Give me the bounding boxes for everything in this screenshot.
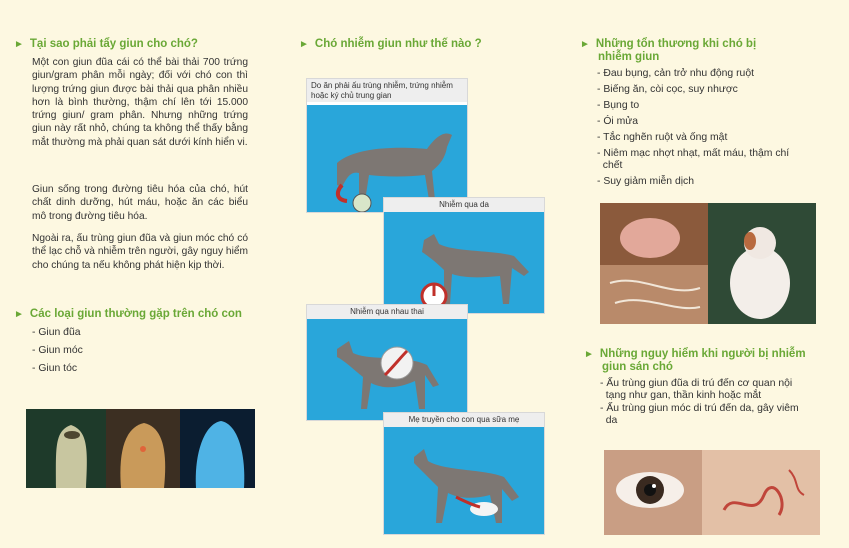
dog-pregnant-illustration <box>307 319 467 419</box>
sick-dog-image <box>600 203 816 324</box>
panel-skin-infection <box>383 197 545 314</box>
heading-human-danger <box>584 348 844 374</box>
human-infection-image <box>604 450 820 535</box>
list-item: - Ấu trùng giun đũa di trú đến cơ quan nội <box>600 378 793 389</box>
heading-text: Những tổn thương khi chó bị <box>595 38 757 50</box>
panel-placenta-infection <box>306 304 468 421</box>
caption-skin: Nhiễm qua da <box>384 198 544 212</box>
list-item: - Niêm mạc nhợt nhạt, mất máu, thậm chí <box>597 148 790 159</box>
list-item: - Biếng ăn, còi cọc, suy nhược <box>597 84 738 95</box>
worm-type-list <box>32 324 232 378</box>
human-infection-photos <box>604 450 820 535</box>
list-item: - Đau bụng, cản trở nhu động ruột <box>597 68 755 79</box>
list-item: - Ấu trùng giun móc di trú đến da, gây viêm <box>600 402 799 414</box>
heading-text: Các loại giun thường gặp trên chó con <box>29 308 242 320</box>
column-1 <box>0 0 283 548</box>
heading-text: Những nguy hiểm khi người bị nhiễm <box>599 348 806 360</box>
arrow-bullet-icon: ► <box>584 349 594 360</box>
list-item: da <box>600 415 618 427</box>
list-item: - Suy giảm miễn dịch <box>597 176 695 187</box>
sick-dog-photos <box>600 203 816 324</box>
paragraph-habitat: Giun sống trong đường tiêu hóa của chó, hút chất dinh dưỡng, hút máu, hoặc ăn các biểu mô trong đường tiêu hóa. <box>32 184 248 222</box>
caption-milk: Mẹ truyền cho con qua sữa mẹ <box>384 413 544 427</box>
caption-oral: Do ăn phải ấu trùng nhiễm, trứng nhiễm hoặc ký chủ trung gian <box>307 79 467 102</box>
list-item: - Giun đũa <box>32 327 81 338</box>
heading-text: Chó nhiễm giun như thế nào ? <box>314 38 482 50</box>
worm-microscope-photos <box>26 409 255 488</box>
column-3 <box>566 0 849 548</box>
list-item: - Ói mửa <box>597 116 639 127</box>
list-item: tạng như gan, thần kinh hoặc mắt <box>600 390 762 402</box>
arrow-bullet-icon: ► <box>580 39 590 50</box>
arrow-bullet-icon: ► <box>14 309 24 320</box>
list-item: - Tắc nghẽn ruột và ống mật <box>597 132 728 143</box>
list-item: - Bụng to <box>597 100 640 111</box>
caption-placenta: Nhiễm qua nhau thai <box>307 305 467 319</box>
arrow-bullet-icon: ► <box>299 39 309 50</box>
heading-worm-types <box>14 308 279 321</box>
heading-why-deworm <box>14 38 274 51</box>
paragraph-eggs: Một con giun đũa cái có thể bài thải 700 trứng giun/gram phân mỗi ngày; đối với chó con thì lượng trứng giun được bài thải qua phân nhiều hơn là bình thường, thậm chí lên tới 15.000 trứng giun/ gram phân. Nhưng những trứng giun này rất nhỏ, chúng ta không thể thấy bằng mắt thường mà phải quan sát dưới kính hiển vi. <box>32 57 248 148</box>
list-item: - Giun móc <box>32 345 83 356</box>
dog-nursing-illustration <box>384 427 544 533</box>
panel-oral-infection <box>306 78 468 213</box>
arrow-bullet-icon: ► <box>14 39 24 50</box>
paragraph-human-risk: Ngoài ra, ấu trùng giun đũa và giun móc chó có thể lạc chỗ và nhiễm trên người, gây nguy hiểm cho chúng ta nếu không phát hiện kịp thời. <box>32 233 248 271</box>
column-2 <box>283 0 566 548</box>
dog-damage-list <box>597 66 827 190</box>
panel-milk-infection <box>383 412 545 535</box>
worm-heads-image <box>26 409 255 488</box>
heading-text-line-2: giun sán chó <box>602 361 673 373</box>
list-item: chết <box>597 160 623 171</box>
human-danger-list <box>600 378 830 428</box>
heading-how-infected <box>299 38 559 51</box>
dog-eating-illustration <box>307 105 467 212</box>
list-item: - Giun tóc <box>32 363 78 374</box>
heading-text-line-2: nhiễm giun <box>598 51 660 63</box>
dog-skin-illustration <box>384 212 544 312</box>
heading-dog-damage <box>580 38 840 64</box>
heading-text: Tại sao phải tẩy giun cho chó? <box>29 38 198 50</box>
